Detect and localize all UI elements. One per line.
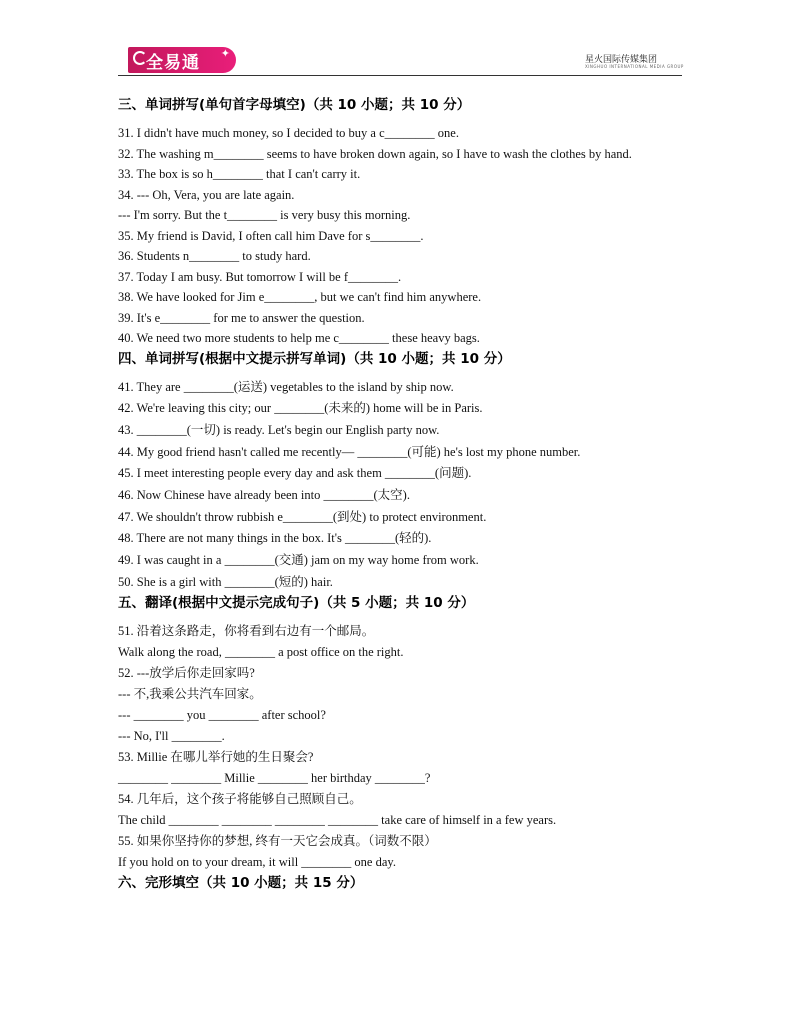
question-46: 46. Now Chinese have already been into ________(太空). — [118, 487, 410, 502]
question-55-prompt: 55. 如果你坚持你的梦想, 终有一天它会成真。（词数不限） — [118, 834, 437, 849]
question-47: 47. We shouldn't throw rubbish e________(到处) to protect environment. — [118, 509, 487, 524]
question-34-a: 34. --- Oh, Vera, you are late again. — [118, 187, 295, 202]
brand-logo — [128, 47, 236, 73]
question-53-blank: ________ ________ Millie ________ her birthday ________? — [118, 771, 431, 786]
question-38: 38. We have looked for Jim e________, but we can't find him anywhere. — [118, 290, 482, 304]
section-6-title: 六、完形填空（共 10 小题；共 15 分） — [118, 875, 364, 892]
worksheet-content — [118, 96, 698, 902]
page-header — [0, 0, 800, 80]
header-divider — [118, 75, 682, 76]
question-51-prompt: 51. 沿着这条路走，你将看到右边有一个邮局。 — [118, 624, 375, 639]
publisher-subtitle: XINGHUO INTERNATIONAL MEDIA GROUP — [585, 64, 684, 69]
question-31: 31. I didn't have much money, so I decided to buy a c________ one. — [118, 126, 459, 140]
question-45: 45. I meet interesting people every day and ask them ________(问题). — [118, 466, 472, 481]
question-42: 42. We're leaving this city; our ________(未来的) home will be in Paris. — [118, 401, 483, 416]
question-35: 35. My friend is David, I often call him Dave for s________. — [118, 228, 424, 243]
question-50: 50. She is a girl with ________(短的) hair. — [118, 574, 333, 589]
question-52-prompt-a: 52. ---放学后你走回家吗? — [118, 666, 255, 681]
question-33: 33. The box is so h________ that I can't carry it. — [118, 167, 361, 181]
question-41: 41. They are ________(运送) vegetables to the island by ship now. — [118, 379, 454, 394]
question-32: 32. The washing m________ seems to have broken down again, so I have to wash the clothes by hand. — [118, 146, 632, 161]
section-5-title: 五、翻译(根据中文提示完成句子)（共 5 小题；共 10 分） — [118, 595, 475, 612]
question-36: 36. Students n________ to study hard. — [118, 249, 311, 263]
question-51-blank: Walk along the road, ________ a post office on the right. — [118, 645, 404, 660]
question-55-blank: If you hold on to your dream, it will ________ one day. — [118, 855, 396, 870]
logo-text: 全易通 — [146, 53, 200, 73]
question-43: 43. ________(一切) is ready. Let's begin our English party now. — [118, 422, 440, 437]
section-4-title: 四、单词拼写(根据中文提示拼写单词)（共 10 小题；共 10 分） — [118, 350, 511, 367]
question-44: 44. My good friend hasn't called me recently— ________(可能) he's lost my phone number. — [118, 444, 581, 459]
question-52-prompt-b: --- 不,我乘公共汽车回家。 — [118, 687, 262, 702]
question-37: 37. Today I am busy. But tomorrow I will be f________. — [118, 269, 402, 284]
question-40: 40. We need two more students to help me c________ these heavy bags. — [118, 331, 480, 345]
question-52-blank-a: --- ________ you ________ after school? — [118, 708, 326, 723]
question-39: 39. It's e________ for me to answer the question. — [118, 310, 365, 325]
question-54-prompt: 54. 几年后，这个孩子将能够自己照顾自己。 — [118, 792, 362, 807]
question-53-prompt: 53. Millie 在哪儿举行她的生日聚会? — [118, 750, 314, 765]
logo-c-mark-icon — [133, 51, 147, 65]
question-34-b: --- I'm sorry. But the t________ is very busy this morning. — [118, 208, 411, 222]
question-52-blank-b: --- No, I'll ________. — [118, 729, 225, 744]
publisher-name: 星火国际传媒集团 — [585, 55, 658, 65]
sparkle-icon: ✦ — [220, 48, 230, 60]
section-3-title: 三、单词拼写(单句首字母填空)（共 10 小题；共 10 分） — [118, 97, 471, 113]
question-49: 49. I was caught in a ________(交通) jam on my way home from work. — [118, 553, 479, 567]
question-48: 48. There are not many things in the box. It's ________(轻的). — [118, 531, 432, 546]
question-54-blank: The child ________ ________ ________ ________ take care of himself in a few years. — [118, 813, 557, 828]
